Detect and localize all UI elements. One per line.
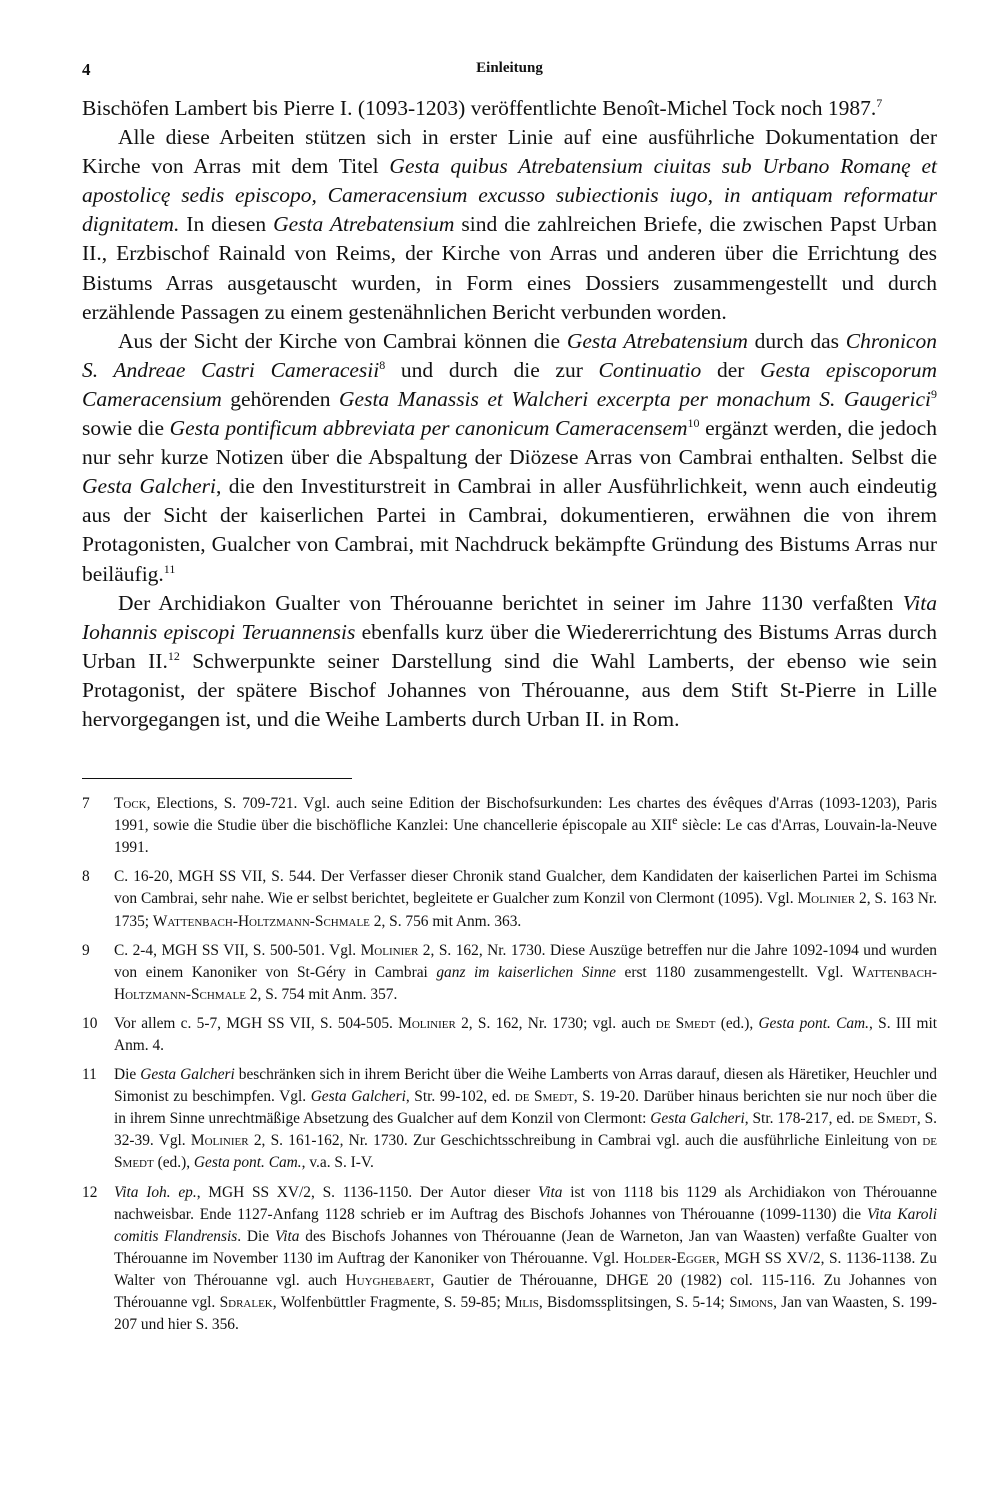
book-page [82, 60, 937, 1343]
paragraph-3: Aus der Sicht der Kirche von Cambrai können die Gesta Atrebatensium durch das Chronicon S. Andreae Castri Cameracesii$^8$ und durch die zur Continuatio der Gesta episcoporum Cameracensium gehörenden Gesta Manassis et Walcheri excerpta per monachum S. Gaugerici$^9$ sowie die Gesta pontificum abbreviata per canonicum Cameracensem$^{10}$ ergänzt werden, die jedoch nur sehr kurze Notizen über die Abspaltung der Diözese Arras von Cambrai enthalten. Selbst die Gesta Galcheri, die den Investiturstreit in Cambrai in aller Ausführlichkeit, wenn auch eindeutig aus der Sicht der kaiserlichen Partei in Cambrai, dokumentieren, erwähnen die von ihrem Protagonisten, Gualcher von Cambrai, mit Nachdruck bekämpfte Gründung des Bistums Arras nur beiläufig.$^{11}$ [82, 328, 938, 586]
work-title: Gesta quibus Atrebatensium ciuitas sub Urbano Romanę et apostolicę sedis episcopo, Cameracensium excusso subiectionis iugo, in antiquam reformatur dignitatem. [82, 154, 937, 237]
footnote-number: 12 [82, 1183, 98, 1201]
work-title: Gesta Manassis et Walcheri excerpta per monachum S. Gaugerici [339, 386, 932, 411]
footnote-ref-10: 10 [687, 415, 700, 430]
footnotes [82, 793, 937, 1336]
paragraph-1: Bischöfen Lambert bis Pierre I. (1093-1203) veröffentlichte Benoît-Michel Tock noch 1987.$^7$ [82, 95, 883, 120]
running-title: Einleitung [476, 60, 543, 76]
footnote-8: 8 C. 16-20, MGH SS VII, S. 544. Der Verfasser dieser Chronik stand Gualcher, dem Kandidaten der kaiserlichen Partei im Schisma von Cambrai, sehr nahe. Wie er selbst berichtet, begleitete er Gualcher zum Konzil von Clermont (1095). Vgl. Molinier 2, S. 163 Nr. 1735; Wattenbach-Holtzmann-Schmale 2, S. 756 mit Anm. 363. [82, 868, 937, 930]
footnote-10: 10 Vor allem c. 5-7, MGH SS VII, S. 504-505. Molinier 2, S. 162, Nr. 1730; vgl. auch de Smedt (ed.), Gesta pont. Cam., S. III mit Anm. 4. [82, 1014, 937, 1054]
work-title: Continuatio [598, 357, 702, 382]
work-title: Gesta episcoporum Cameracensium [82, 357, 937, 411]
work-title: Gesta Atrebatensium [566, 328, 748, 353]
footnote-number: 10 [82, 1014, 98, 1032]
footnote-ref-11: 11 [163, 561, 176, 576]
footnote-ref-7: 7 [876, 95, 883, 110]
page-header [82, 60, 937, 94]
footnote-ref-12: 12 [167, 648, 180, 663]
paragraph-2: Alle diese Arbeiten stützen sich in erster Linie auf eine ausführliche Dokumentation der Kirche von Arras mit dem Titel Gesta quibus Atrebatensium ciuitas sub Urbano Romanę et apostolicę sedis episcopo, Cameracensium excusso subiectionis iugo, in antiquam reformatur dignitatem. In diesen Gesta Atrebatensium sind die zahlreichen Briefe, die zwischen Papst Urban II., Erzbischof Rainald von Reims, der Kirche von Arras und anderen über die Errichtung des Bistums Arras ausgetauscht wurden, in Form eines Dossiers zusammengestellt und durch erzählende Passagen zu einem gestenähnlichen Bericht verbunden worden. [82, 125, 937, 324]
footnote-ref-9: 9 [931, 386, 938, 401]
footnote-9: 9 C. 2-4, MGH SS VII, S. 500-501. Vgl. Molinier 2, S. 162, Nr. 1730. Diese Auszüge betreffen nur die Jahre 1092-1094 und wurden von einem Kanoniker von St-Géry in Cambrai ganz im kaiserlichen Sinne erst 1180 zusammengestellt. Vgl. Wattenbach-Holtzmann-Schmale 2, S. 754 mit Anm. 357. [82, 941, 937, 1003]
footnote-11: 11 Die Gesta Galcheri beschränken sich in ihrem Bericht über die Weihe Lamberts von Arras darauf, diesen als Häretiker, Heuchler und Simonist zu beschimpfen. Vgl. Gesta Galcheri, Str. 99-102, ed. de Smedt, S. 19-20. Darüber hinaus berichten sie nur noch über die in ihrem Sinne unrechtmäßige Absetzung des Gualcher auf dem Konzil von Clermont: Gesta Galcheri, Str. 178-217, ed. de Smedt, S. 32-39. Vgl. Molinier 2, S. 161-162, Nr. 1730. Zur Geschichtsschreibung in Cambrai vgl. auch die ausführliche Einleitung von de Smedt (ed.), Gesta pont. Cam., v.a. S. I-V. [82, 1066, 938, 1172]
main-text [82, 94, 937, 734]
footnote-7: 7 Tock, Elections, S. 709-721. Vgl. auch seine Edition der Bischofsurkunden: Les chartes des évêques d'Arras (1093-1203), Paris 1991, sowie die Studie über die bischöfliche Kanzlei: Une chancellerie épiscopale au XIIe siècle: Le cas d'Arras, Louvain-la-Neuve 1991. [82, 795, 938, 857]
footnote-12: 12 Vita Ioh. ep., MGH SS XV/2, S. 1136-1150. Der Autor dieser Vita ist von 1118 bis 1129 als Archidiakon von Thérouanne nachweisbar. Ende 1127-Anfang 1128 schrieb er im Auftrag des Bischofs Johannes von Thérouanne (1099-1130) die Vita Karoli comitis Flandrensis. Die Vita des Bischofs Johannes von Thérouanne (Jean de Warneton, Jan van Waasten) verfaßte Gualter von Thérouanne im November 1130 im Auftrag der Kanoniker von Thérouanne. Vgl. Holder-Egger, MGH SS XV/2, S. 1136-1138. Zu Walter von Thérouanne vgl. auch Huyghebaert, Gautier de Thérouanne, DHGE 20 (1982) col. 115-116. Zu Johannes von Thérouanne vgl. Sdralek, Wolfenbüttler Fragmente, S. 59-85; Milis, Bisdomssplitsingen, S. 5-14; Simons, Jan van Waasten, S. 199-207 und hier S. 356. [82, 1183, 938, 1334]
work-title: Gesta Atrebatensium [273, 212, 455, 237]
work-title: Vita Iohannis episcopi Teruannensis [82, 590, 937, 644]
work-title: Chronicon S. Andreae Castri Cameracesii [82, 328, 937, 382]
footnote-number: 11 [82, 1066, 97, 1084]
work-title: Gesta Galcheri [82, 474, 216, 499]
work-title: Gesta pontificum abbreviata per canonicum Cameracensem [169, 416, 688, 441]
paragraph-4: Der Archidiakon Gualter von Thérouanne berichtet in seiner im Jahre 1130 verfaßten Vita Iohannis episcopi Teruannensis ebenfalls kurz über die Wiedererrichtung des Bistums Arras durch Urban II.$^{12}$ Schwerpunkte seiner Darstellung sind die Wahl Lamberts, der ebenso wie sein Protagonist, der spätere Bischof Johannes von Thérouanne, aus dem Stift St-Pierre in Lille hervorgegangen ist, und die Weihe Lamberts durch Urban II. in Rom. [82, 590, 938, 731]
page-number: 4 [82, 60, 91, 79]
footnote-separator [82, 778, 352, 779]
footnote-ref-8: 8 [379, 357, 386, 372]
footnote-number: 7 [82, 795, 90, 813]
footnote-number: 9 [82, 941, 90, 959]
footnote-number: 8 [82, 868, 90, 886]
